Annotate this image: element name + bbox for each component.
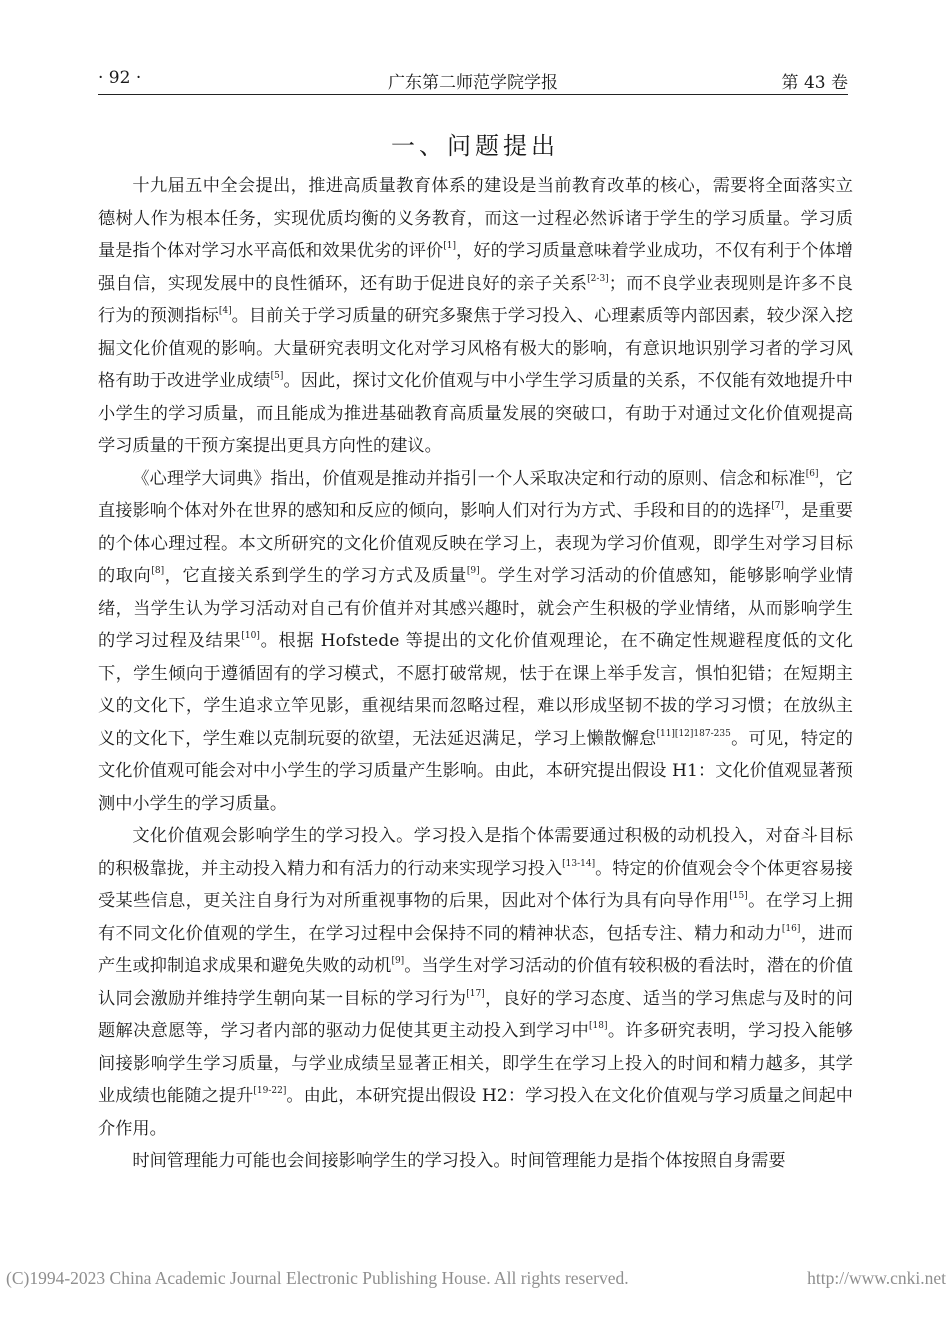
citation-ref: [15] xyxy=(729,891,748,901)
paragraph-text: 。学生对学习活动的价值感知，能够影响学业情绪，当学生认为学习活动对自己有价值并对其感兴趣时，就会产生积极的学业情绪，从而影响学生的学习过程及结果 xyxy=(98,566,853,651)
citation-ref: [4] xyxy=(218,306,232,316)
page-footer xyxy=(6,1268,946,1289)
paragraph-text: 。根据 Hofstede 等提出的文化价值观理论，在不确定性规避程度低的文化下，学生倾向于遵循固有的学习模式，不愿打破常规，怯于在课上举手发言，惧怕犯错；在短期主义的文化下，学生追求立竿见影，重视结果而忽略过程，难以形成坚韧不拔的学习习惯；在放纵主义的文化下，学生难以克制玩耍的欲望，无法延迟满足，学习上懒散懈怠 xyxy=(98,631,853,749)
paragraph-text: ，良好的学习态度、适当的学习焦虑与及时的问题解决意愿等，学习者内部的驱动力促使其更主动投入到学习中 xyxy=(98,988,853,1041)
citation-ref: [8] xyxy=(151,566,165,576)
paragraph xyxy=(98,820,853,1145)
copyright-notice: (C)1994-2023 China Academic Journal Electronic Publishing House. All rights reserved. xyxy=(6,1268,629,1288)
paragraph-text: ，是重要的个体心理过程。本文所研究的文化价值观反映在学习上，表现为学习价值观，即学生对学习目标的取向 xyxy=(98,501,853,586)
citation-ref: [9] xyxy=(391,956,405,966)
paragraph-text: 。可见，特定的文化价值观可能会对中小学生的学习质量产生影响。由此，本研究提出假设 H1：文化价值观显著预测中小学生的学习质量。 xyxy=(98,728,853,814)
paragraph-text: 文化价值观会影响学生的学习投入。学习投入是指个体需要通过积极的动机投入，对奋斗目标的积极靠拢，并主动投入精力和有活力的行动来实现学习投入 xyxy=(98,826,853,879)
paragraph xyxy=(98,463,853,821)
citation-ref: [7] xyxy=(771,501,784,511)
citation-ref: [11][12]187-235 xyxy=(656,728,731,739)
paragraph-text: ，它直接关系到学生的学习方式及质量 xyxy=(164,566,467,586)
volume-label: 第 43 卷 xyxy=(781,73,848,93)
paragraph-text: 《心理学大词典》指出，价值观是推动并指引一个人采取决定和行动的原则、信念和标准 xyxy=(132,468,806,489)
cnki-link[interactable]: http://www.cnki.net xyxy=(807,1268,946,1288)
page-number: · 92 · xyxy=(98,68,142,88)
paragraph-text: 十九届五中全会提出，推进高质量教育体系的建设是当前教育改革的核心，需要将全面落实立德树人作为根本任务，实现优质均衡的义务教育，而这一过程必然诉诸于学生的学习质量。学习质量是指个体对学习水平高低和效果优劣的评价 xyxy=(98,176,853,261)
citation-ref: [6] xyxy=(805,468,819,479)
citation-ref: [18] xyxy=(589,1021,608,1031)
citation-ref: [17] xyxy=(466,988,485,999)
paragraph xyxy=(98,1145,853,1178)
citation-ref: [9] xyxy=(466,566,480,576)
citation-ref: [19-22] xyxy=(253,1086,287,1096)
citation-ref: [10] xyxy=(241,631,260,641)
paragraph-text: 。因此，探讨文化价值观与中小学生学习质量的关系，不仅能有效地提升中小学生的学习质量，而且能成为推进基础教育高质量发展的突破口，有助于对通过文化价值观提高学习质量的干预方案提出更具方向性的建议。 xyxy=(98,371,853,456)
citation-ref: [1] xyxy=(443,241,456,251)
article-body xyxy=(98,170,853,1178)
running-header xyxy=(98,68,848,95)
paragraph-text: ，进而产生或抑制追求成果和避免失败的动机 xyxy=(98,923,853,976)
paragraph-text: 。由此，本研究提出假设 H2：学习投入在文化价值观与学习质量之间起中介作用。 xyxy=(98,1086,853,1139)
paragraph-text: 。许多研究表明，学习投入能够间接影响学生学习质量，与学业成绩呈显著正相关，即学生在学习上投入的时间和精力越多，其学业成绩也能随之提升 xyxy=(98,1021,853,1106)
paragraph-text: ，好的学习质量意味着学业成功，不仅有利于个体增强自信，实现发展中的良性循环，还有助于促进良好的亲子关系 xyxy=(98,241,853,294)
citation-ref: [16] xyxy=(781,923,801,934)
paragraph-text: 。目前关于学习质量的研究多聚焦于学习投入、心理素质等内部因素，较少深入挖掘文化价值观的影响。大量研究表明文化对学习风格有极大的影响，有意识地识别学习者的学习风格有助于改进学业成绩 xyxy=(98,306,853,391)
paragraph-text: 。特定的价值观会令个体更容易接受某些信息，更关注自身行为对所重视事物的后果，因此对个体行为具有向导作用 xyxy=(98,858,853,911)
paragraph-text: 。在学习上拥有不同文化价值观的学生，在学习过程中会保持不同的精神状态，包括专注、精力和动力 xyxy=(98,891,853,944)
citation-ref: [2-3] xyxy=(587,273,609,284)
paragraph-text: ，它直接影响个体对外在世界的感知和反应的倾向，影响人们对行为方式、手段和目的的选择 xyxy=(98,468,853,521)
paragraph-text: ；而不良学业表现则是许多不良行为的预测指标 xyxy=(98,273,853,326)
paragraph xyxy=(98,170,853,463)
paragraph-text: 时间管理能力可能也会间接影响学生的学习投入。时间管理能力是指个体按照自身需要 xyxy=(132,1151,786,1171)
citation-ref: [5] xyxy=(270,371,284,381)
citation-ref: [13-14] xyxy=(562,858,596,869)
journal-name: 广东第二师范学院学报 xyxy=(388,73,558,93)
paragraph-text: 。当学生对学习活动的价值有较积极的看法时，潜在的价值认同会激励并维持学生朝向某一目标的学习行为 xyxy=(98,956,853,1009)
section-title: 一、问题提出 xyxy=(391,132,559,160)
